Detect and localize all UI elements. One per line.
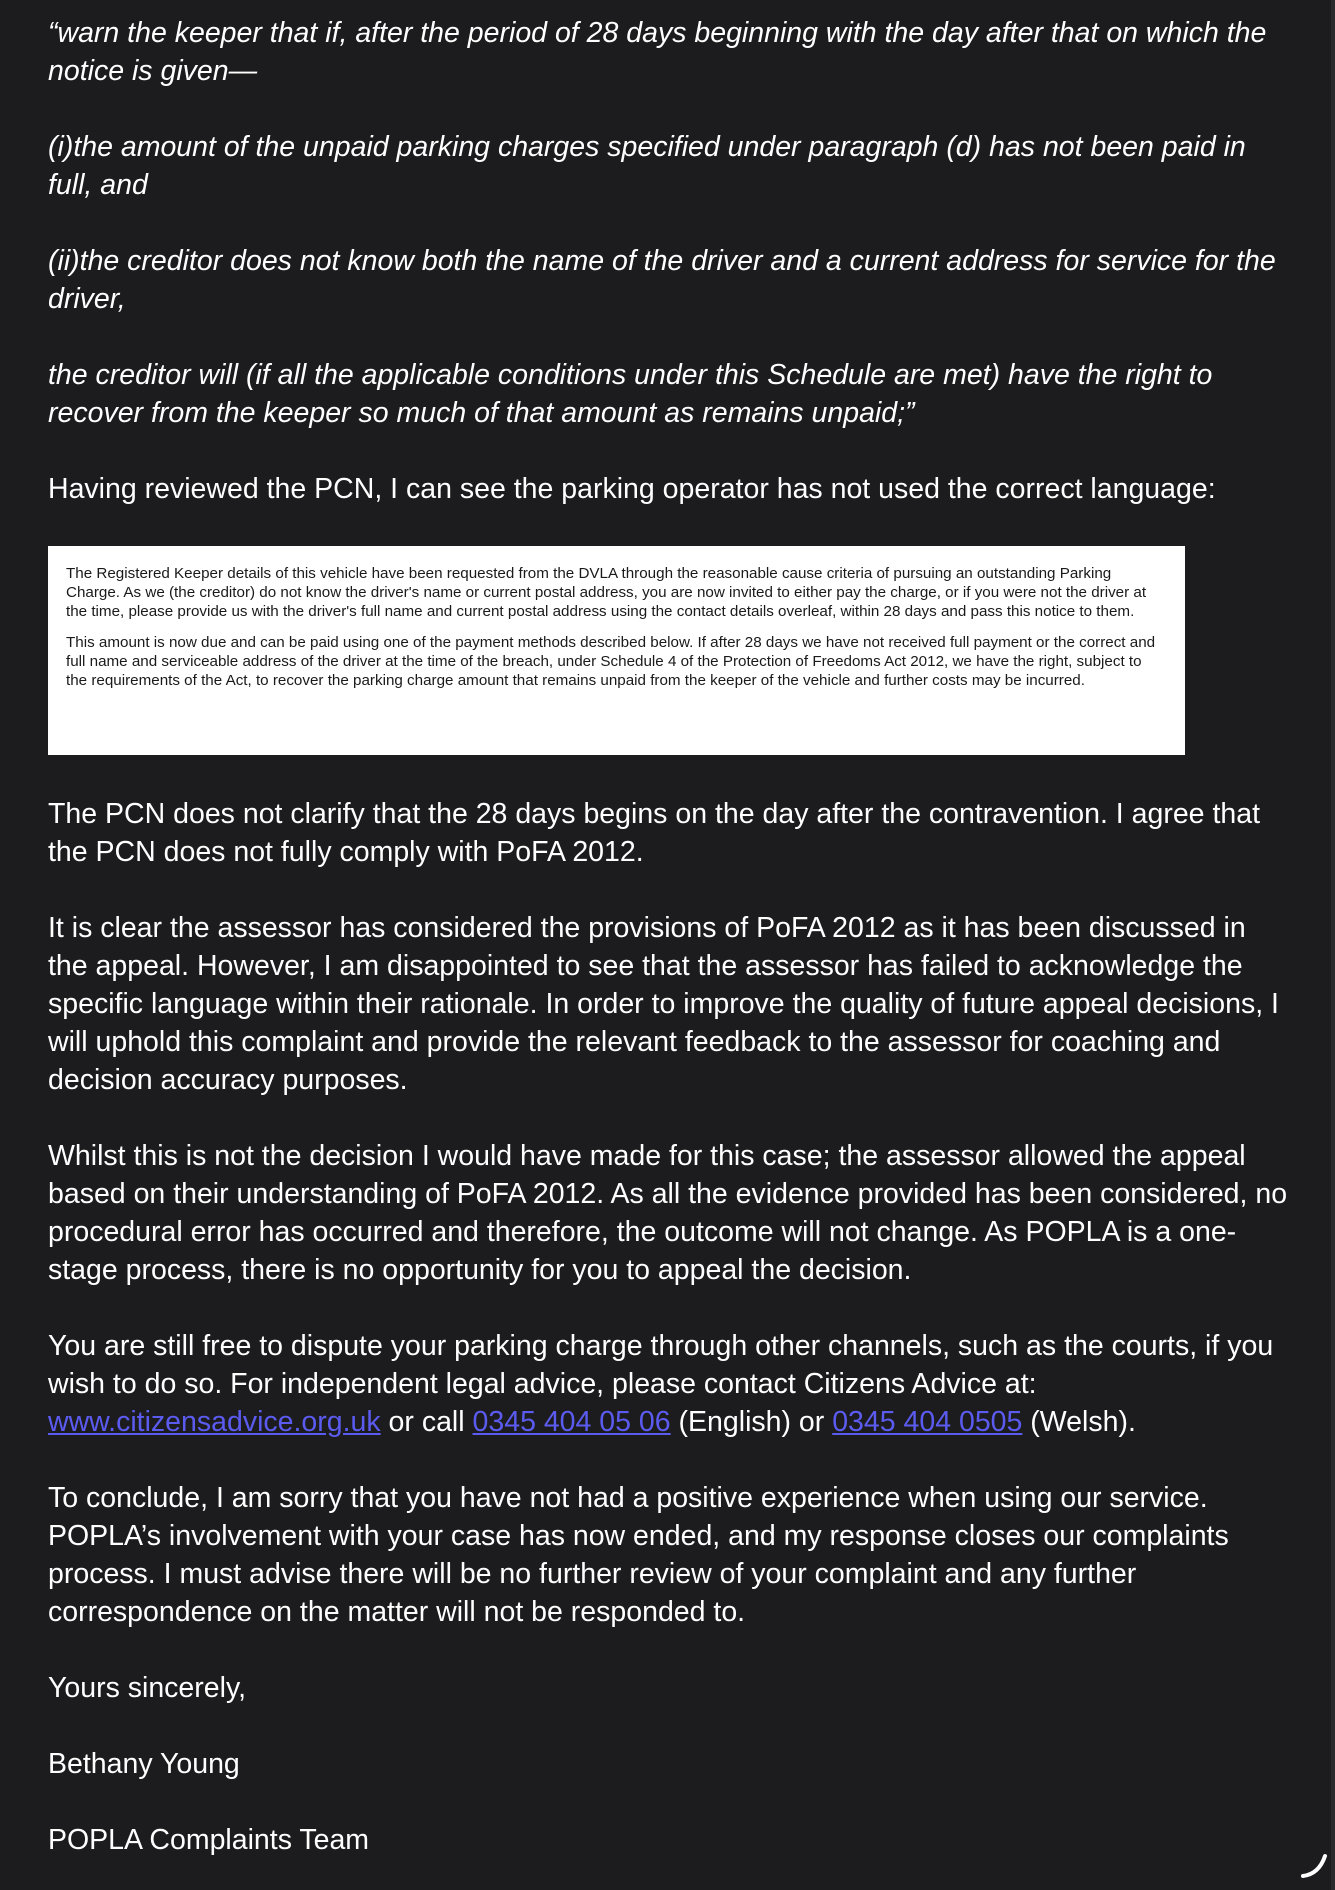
or-call-text: or call (380, 1406, 473, 1438)
advice-text: You are still free to dispute your parking charge through other channels, such as the courts, if you wish to do so. For independent legal advice, please contact Citizens Advice at: (48, 1330, 1274, 1400)
pcn-excerpt-para-1: The Registered Keeper details of this vehicle have been requested from the DVLA through the reasonable cause criteria of pursuing an outstanding Parking Charge. As we (the creditor) do not know the driver's name or current postal address, you are now invited to either pay the charge, or if you were not the driver at the time, please provide us with the driver's full name and current postal address using the contact details overleaf, within 28 days and pass this notice to them. (66, 565, 1147, 620)
signoff-team: POPLA Complaints Team (48, 1824, 370, 1856)
english-text: (English) or (670, 1406, 833, 1438)
message-body (48, 14, 1288, 1859)
pcn-excerpt-image (48, 546, 1185, 755)
welsh-text: (Welsh). (1022, 1406, 1136, 1438)
paragraph-pcn-compliance: The PCN does not clarify that the 28 days begins on the day after the contravention. I agree that the PCN does not fully comply with PoFA 2012. (48, 798, 1260, 868)
review-intro: Having reviewed the PCN, I can see the parking operator has not used the correct language: (48, 473, 1216, 505)
quote-item-ii: (ii)the creditor does not know both the name of the driver and a current address for service for the driver, (48, 245, 1276, 315)
quote-conclusion: the creditor will (if all the applicable conditions under this Schedule are met) have the right to recover from the keeper so much of that amount as remains unpaid;” (48, 359, 1213, 429)
citizens-advice-link[interactable]: www.citizensadvice.org.uk (48, 1406, 381, 1438)
phone-english-link[interactable]: 0345 404 05 06 (472, 1406, 671, 1438)
paragraph-conclusion: To conclude, I am sorry that you have not had a positive experience when using our service. POPLA’s involvement with your case has now ended, and my response closes our complaints process. I must advise there will be no further review of your complaint and any further correspondence on the matter will not be responded to. (48, 1482, 1229, 1628)
quote-intro: “warn the keeper that if, after the period of 28 days beginning with the day after that on which the notice is given— (48, 17, 1267, 87)
signoff-name: Bethany Young (48, 1748, 240, 1780)
paragraph-decision: Whilst this is not the decision I would have made for this case; the assessor allowed the appeal based on their understanding of PoFA 2012. As all the evidence provided has been considered, no procedural error has occurred and therefore, the outcome will not change. As POPLA is a one-stage process, there is no opportunity for you to appeal the decision. (48, 1140, 1288, 1286)
paragraph-advice (48, 1327, 1288, 1441)
phone-welsh-link[interactable]: 0345 404 0505 (832, 1406, 1023, 1438)
scroll-edge (1331, 0, 1335, 1890)
paragraph-assessor: It is clear the assessor has considered the provisions of PoFA 2012 as it has been discussed in the appeal. However, I am disappointed to see that the assessor has failed to acknowledge the specific language within their rationale. In order to improve the quality of future appeal decisions, I will uphold this complaint and provide the relevant feedback to the assessor for coaching and decision accuracy purposes. (48, 912, 1279, 1096)
quote-item-i: (i)the amount of the unpaid parking charges specified under paragraph (d) has not been paid in full, and (48, 131, 1246, 201)
signoff-closing: Yours sincerely, (48, 1672, 247, 1704)
pcn-excerpt-para-2: This amount is now due and can be paid using one of the payment methods described below. If after 28 days we have not received full payment or the correct and full name and serviceable address of the driver at the time of the breach, under Schedule 4 of the Protection of Freedoms Act 2012, we have the right, subject to the requirements of the Act, to recover the parking charge amount that remains unpaid from the keeper of the vehicle and further costs may be incurred. (66, 634, 1156, 689)
resize-handle-icon[interactable] (1299, 1850, 1329, 1880)
